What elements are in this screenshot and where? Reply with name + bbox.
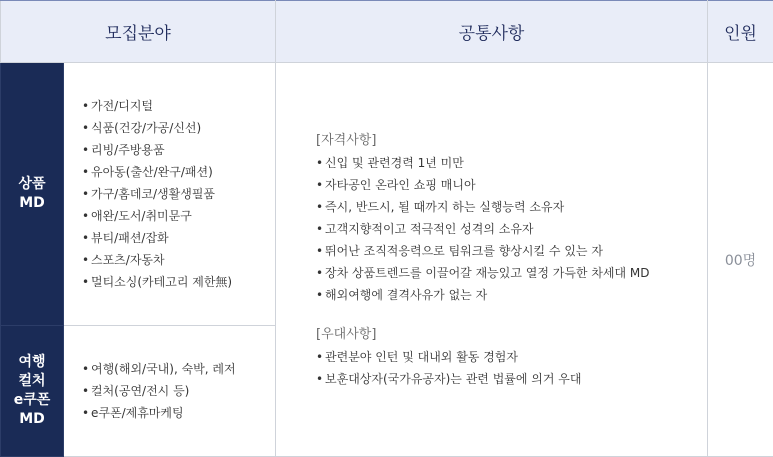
headcount: 00명 xyxy=(708,63,773,457)
qualification-item: • 자타공인 온라인 쇼핑 매니아 xyxy=(316,177,476,192)
list-item: • 리빙/주방용품 xyxy=(82,143,165,157)
qualification-title: [자격사항] xyxy=(316,132,377,148)
list-item: • 식품(건강/가공/신선) xyxy=(82,121,202,135)
common-requirements xyxy=(276,63,708,457)
header-common: 공통사항 xyxy=(276,1,708,63)
preference-item: • 보훈대상자(국가유공자)는 관련 법률에 의거 우대 xyxy=(316,371,582,386)
list-item: • 컬처(공연/전시 등) xyxy=(82,384,190,398)
category-travel-md xyxy=(1,326,64,457)
list-item: • e쿠폰/제휴마케팅 xyxy=(82,406,184,420)
preference-item: • 관련분야 인턴 및 대내외 활동 경험자 xyxy=(316,349,518,364)
category-line: MD xyxy=(19,411,45,427)
category-line: 여행 xyxy=(18,354,46,370)
category-line: e쿠폰 xyxy=(13,392,51,408)
list-item: • 스포츠/자동차 xyxy=(82,253,165,267)
header-count: 인원 xyxy=(708,1,773,63)
table-header-row xyxy=(1,1,773,63)
preference-title: [우대사항] xyxy=(316,326,377,342)
qualification-item: • 고객지향적이고 적극적인 성격의 소유자 xyxy=(316,221,534,236)
list-item: • 여행(해외/국내), 숙박, 레저 xyxy=(82,362,236,376)
table-row-product-md xyxy=(1,63,773,326)
category-product-md xyxy=(1,63,64,326)
list-item: • 멀티소싱(카테고리 제한無) xyxy=(82,275,233,289)
header-category: 모집분야 xyxy=(1,1,276,63)
qualification-item: • 즉시, 반드시, 될 때까지 하는 실행능력 소유자 xyxy=(316,199,565,214)
list-item: • 애완/도서/취미문구 xyxy=(82,209,192,223)
category-line: 컬처 xyxy=(18,373,46,389)
travel-md-items xyxy=(64,326,276,457)
qualification-item: • 해외여행에 결격사유가 없는 자 xyxy=(316,287,488,302)
product-md-items xyxy=(64,63,276,326)
list-item: • 가전/디지털 xyxy=(82,99,154,113)
category-line: MD xyxy=(19,195,45,211)
list-item: • 뷰티/패션/잡화 xyxy=(82,231,169,245)
qualification-item: • 신입 및 관련경력 1년 미만 xyxy=(316,155,464,170)
qualification-item: • 장차 상품트렌드를 이끌어갈 재능있고 열정 가득한 차세대 MD xyxy=(316,265,650,280)
qualification-item: • 뛰어난 조직적응력으로 팀워크를 향상시킬 수 있는 자 xyxy=(316,243,603,258)
list-item: • 가구/홈데코/생활생필품 xyxy=(82,187,216,201)
category-line: 상품 xyxy=(18,176,46,192)
list-item: • 유아동(출산/완구/패션) xyxy=(82,165,213,179)
